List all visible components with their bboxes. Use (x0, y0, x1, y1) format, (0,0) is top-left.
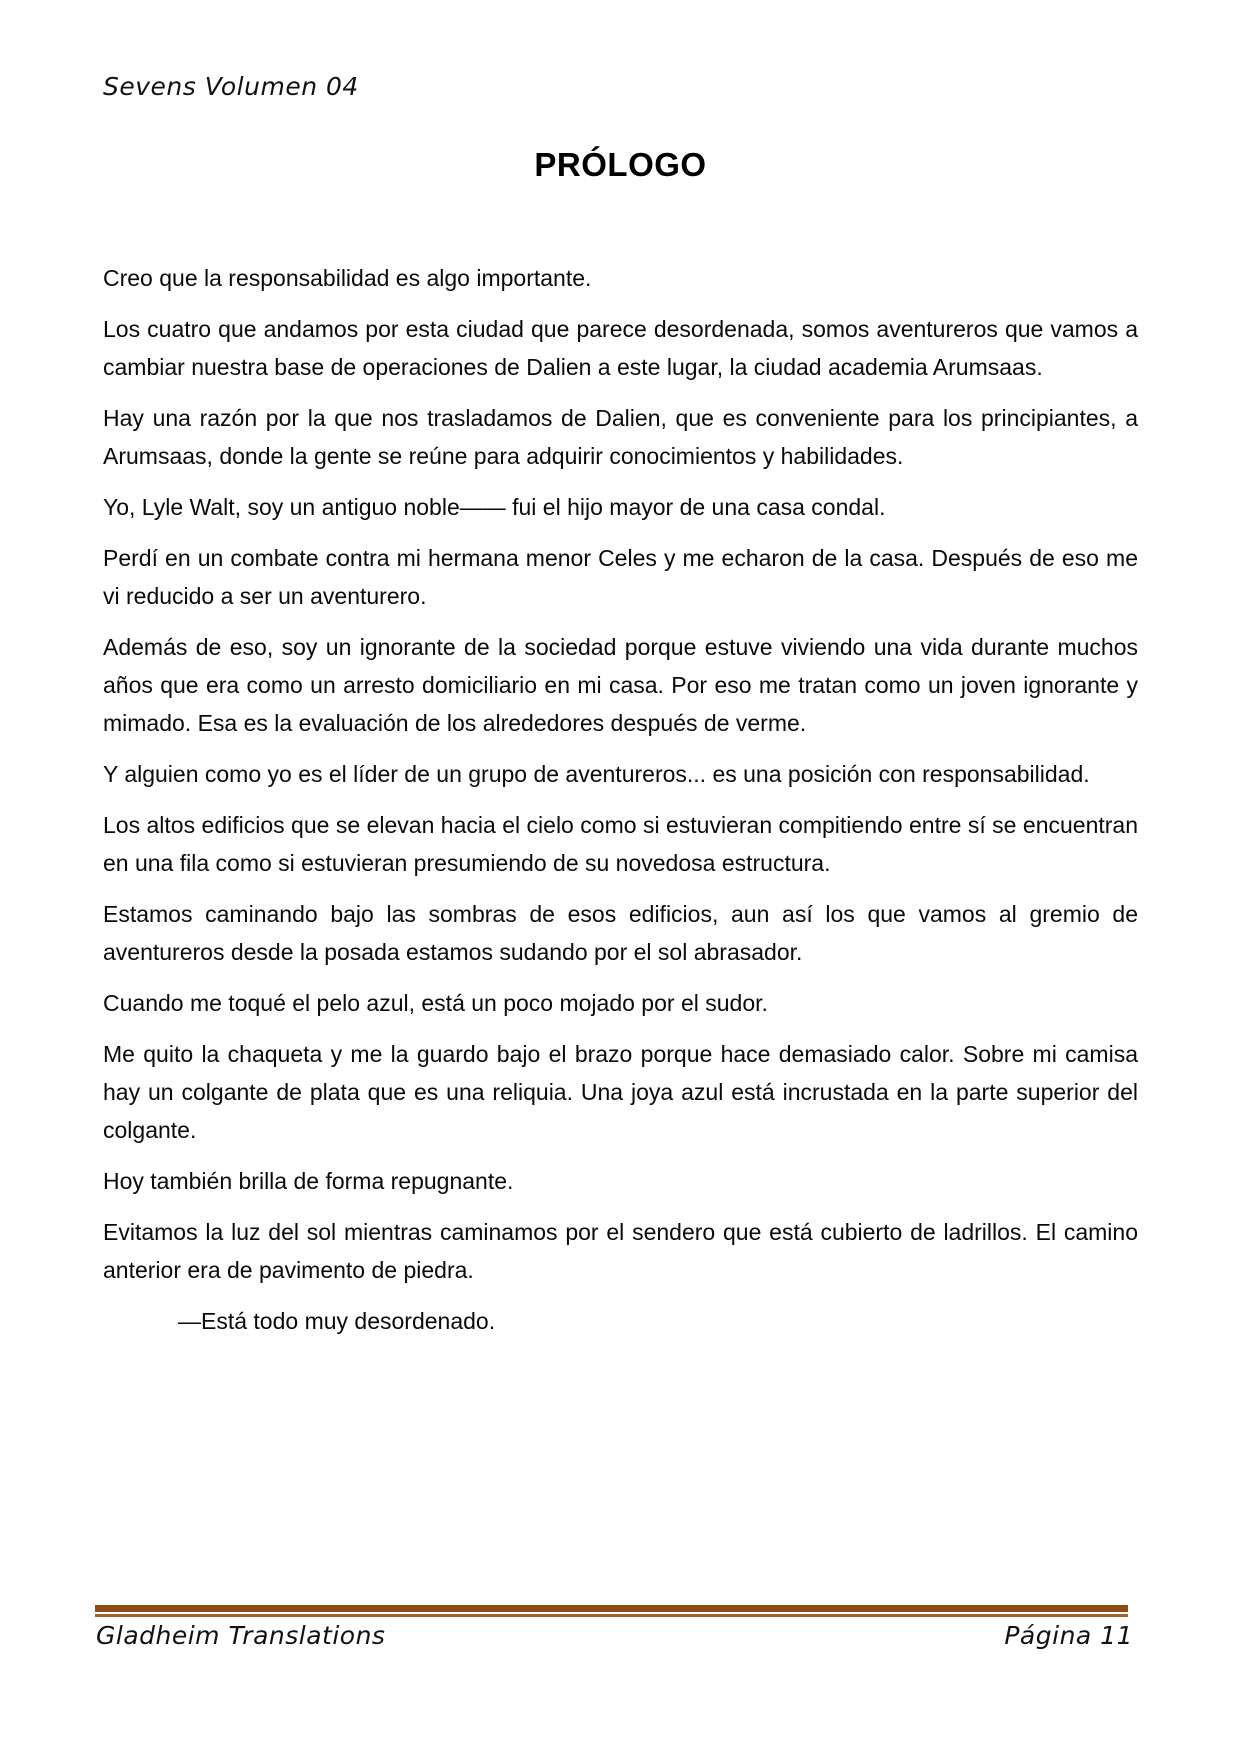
footer-rule-thick (95, 1605, 1128, 1612)
footer-left-text: Gladheim Translations (96, 1621, 386, 1650)
page-header (103, 72, 1138, 102)
header-title: Sevens Volumen 04 (103, 72, 359, 101)
paragraph: Hay una razón por la que nos trasladamos de Dalien, que es conveniente para los principiantes, a Arumsaas, donde la gente se reúne para adquirir conocimientos y habilidades. (103, 405, 1138, 469)
paragraph: Creo que la responsabilidad es algo importante. (103, 265, 592, 291)
page-footer (96, 1620, 1133, 1652)
body-paragraphs (103, 259, 1138, 1340)
paragraph: Y alguien como yo es el líder de un grupo de aventureros... es una posición con responsabilidad. (103, 761, 1090, 787)
paragraph: Los cuatro que andamos por esta ciudad que parece desordenada, somos aventureros que vamos a cambiar nuestra base de operaciones de Dalien a este lugar, la ciudad academia Arumsaas. (103, 316, 1138, 380)
paragraph: Me quito la chaqueta y me la guardo bajo el brazo porque hace demasiado calor. Sobre mi camisa hay un colgante de plata que es una reliquia. Una joya azul está incrustada en la parte superior del colgante. (103, 1041, 1138, 1143)
paragraph: Hoy también brilla de forma repugnante. (103, 1168, 514, 1194)
footer-page-number: Página 11 (1004, 1621, 1133, 1650)
paragraph: Cuando me toqué el pelo azul, está un poco mojado por el sudor. (103, 990, 768, 1016)
paragraph: —Está todo muy desordenado. (178, 1308, 496, 1334)
paragraph: Además de eso, soy un ignorante de la sociedad porque estuve viviendo una vida durante muchos años que era como un arresto domiciliario en mi casa. Por eso me tratan como un joven ignorante y mimado. Esa es la evaluación de los alrededores después de verme. (103, 634, 1138, 736)
paragraph: Perdí en un combate contra mi hermana menor Celes y me echaron de la casa. Después de eso me vi reducido a ser un aventurero. (103, 545, 1138, 609)
footer-rule (95, 1605, 1128, 1617)
paragraph: Evitamos la luz del sol mientras caminamos por el sendero que está cubierto de ladrillos. El camino anterior era de pavimento de piedra. (103, 1219, 1138, 1283)
paragraph: Estamos caminando bajo las sombras de esos edificios, aun así los que vamos al gremio de aventureros desde la posada estamos sudando por el sol abrasador. (103, 901, 1138, 965)
paragraph: Yo, Lyle Walt, soy un antiguo noble—— fui el hijo mayor de una casa condal. (103, 494, 886, 520)
paragraph: Los altos edificios que se elevan hacia el cielo como si estuvieran compitiendo entre sí se encuentran en una fila como si estuvieran presumiendo de su novedosa estructura. (103, 812, 1138, 876)
page-content (103, 145, 1138, 1353)
footer-rule-thin (95, 1614, 1128, 1617)
page-title: PRÓLOGO (534, 146, 707, 183)
